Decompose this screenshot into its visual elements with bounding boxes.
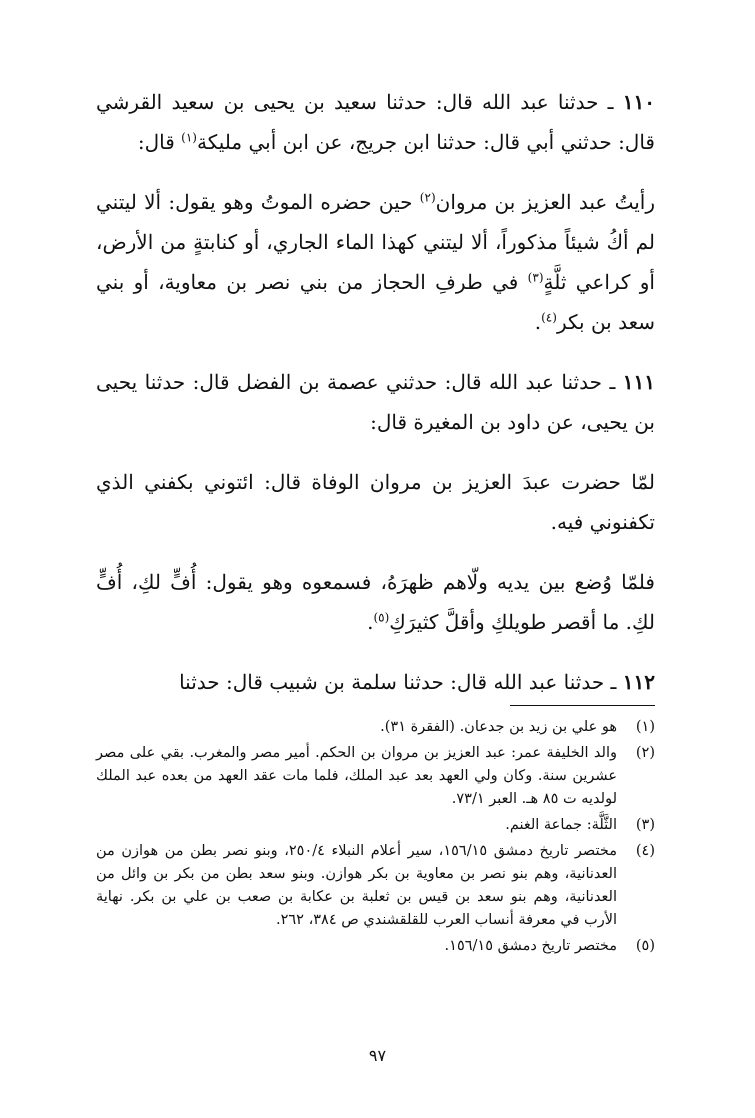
footnote-ref[interactable]: (٤) [541,310,557,325]
footnote-divider [510,705,655,706]
hadith-110 [96,82,655,162]
footnote-text: مختصر تاريخ دمشق ١٥٦/١٥. [444,938,617,954]
page-number: ٩٧ [368,1046,387,1065]
footnotes-section [96,716,655,961]
footnote-item [96,716,655,739]
footnote-ref[interactable]: (١) [181,130,197,145]
footnote-ref[interactable]: (٢) [419,190,436,205]
footnote-text: والد الخليفة عمر: عبد العزيز بن مروان بن الحكم. أمير مصر والمغرب. بقي على مصر عشرين سنة. وكان ولي العهد بعد عبد الملك، فلما مات عقد العهد من بعده عبد الملك لولديه ت ٨٥ هـ. العبر ٧٣/١. [96,745,617,807]
hadith-number: ١١١ [622,370,656,394]
hadith-111 [96,362,655,442]
footnote-ref[interactable]: (٥) [373,610,390,625]
footnote-item [96,935,655,958]
footnote-text: مختصر تاريخ دمشق ١٥٦/١٥، سير أعلام النبلاء ٢٥٠/٤، وبنو نصر بطن من هوازن من العدنانية، وهم بنو نصر بن معاوية بن بكر هوازن. وبنو سعد بطن من بكر بن وائل من العدنانية، وهم بنو سعد بن قيس بن ثعلبة بن عكابة بن صعب بن علي بن بكر. نهاية الأرب في معرفة أنساب العرب للقلقشندي ص ٣٨٤، ٢٦٢. [96,843,617,928]
hadith-number: ١١٢ [622,670,655,694]
footnote-number: (٤) [635,843,655,859]
hadith-text: ـ حدثنا عبد الله قال: حدثني عصمة بن الفضل قال: حدثنا يحيى بن يحيى، عن داود بن المغيرة قال: [96,370,655,434]
narration-text: حين حضره الموتُ وهو يقول: ألا ليتني لم أكُ شيئاً مذكوراً، ألا ليتني كهذا الماء الجاري، أو كنابتةٍ من الأرض، أو كراعي ثلَّةٍ [96,190,655,294]
narration-text: في طرفِ الحجاز من بني نصر بن معاوية، أو بني سعد بن بكر [96,270,655,334]
hadith-text: ـ حدثنا عبد الله قال: حدثنا سعيد بن يحيى بن سعيد القرشي قال: حدثني أبي قال: حدثنا ابن جريج، عن ابن أبي مليكة [96,90,655,154]
narration-paragraph [96,182,655,342]
footnote-number: (٢) [635,745,655,761]
footnote-ref[interactable]: (٣) [527,270,544,285]
hadith-text: ـ حدثنا عبد الله قال: حدثنا سلمة بن شبيب قال: حدثنا [179,670,617,694]
narration-text: . [367,610,374,634]
footnote-item [96,840,655,932]
footnote-item [96,814,655,837]
narration-paragraph: لمّا حضرت عبدَ العزيز بن مروان الوفاة قال: ائتوني بكفني الذي تكفنوني فيه. [96,470,655,534]
footnote-number: (١) [635,719,655,735]
narration-text: فلمّا وُضع بين يديه ولّاهم ظهرَهُ، فسمعوه وهو يقول: أُفٍّ لكِ، أُفٍّ لكِ. ما أقصر طويلكِ وأقلَّ كثيرَكِ [96,570,655,634]
hadith-text-tail: قال: [137,130,182,154]
hadith-112 [96,662,655,702]
footnote-text: الثَّلَّة: جماعة الغنم. [505,817,617,833]
footnote-item [96,742,655,811]
narration-paragraph [96,562,655,642]
footnote-number: (٣) [635,817,655,833]
narration-text: . [534,310,542,334]
narration-text: رأيتُ عبد العزيز بن مروان [435,190,655,214]
footnote-text: هو علي بن زيد بن جدعان. (الفقرة ٣١). [380,719,617,735]
hadith-number: ١١٠ [622,90,655,114]
footnote-number: (٥) [635,938,655,954]
